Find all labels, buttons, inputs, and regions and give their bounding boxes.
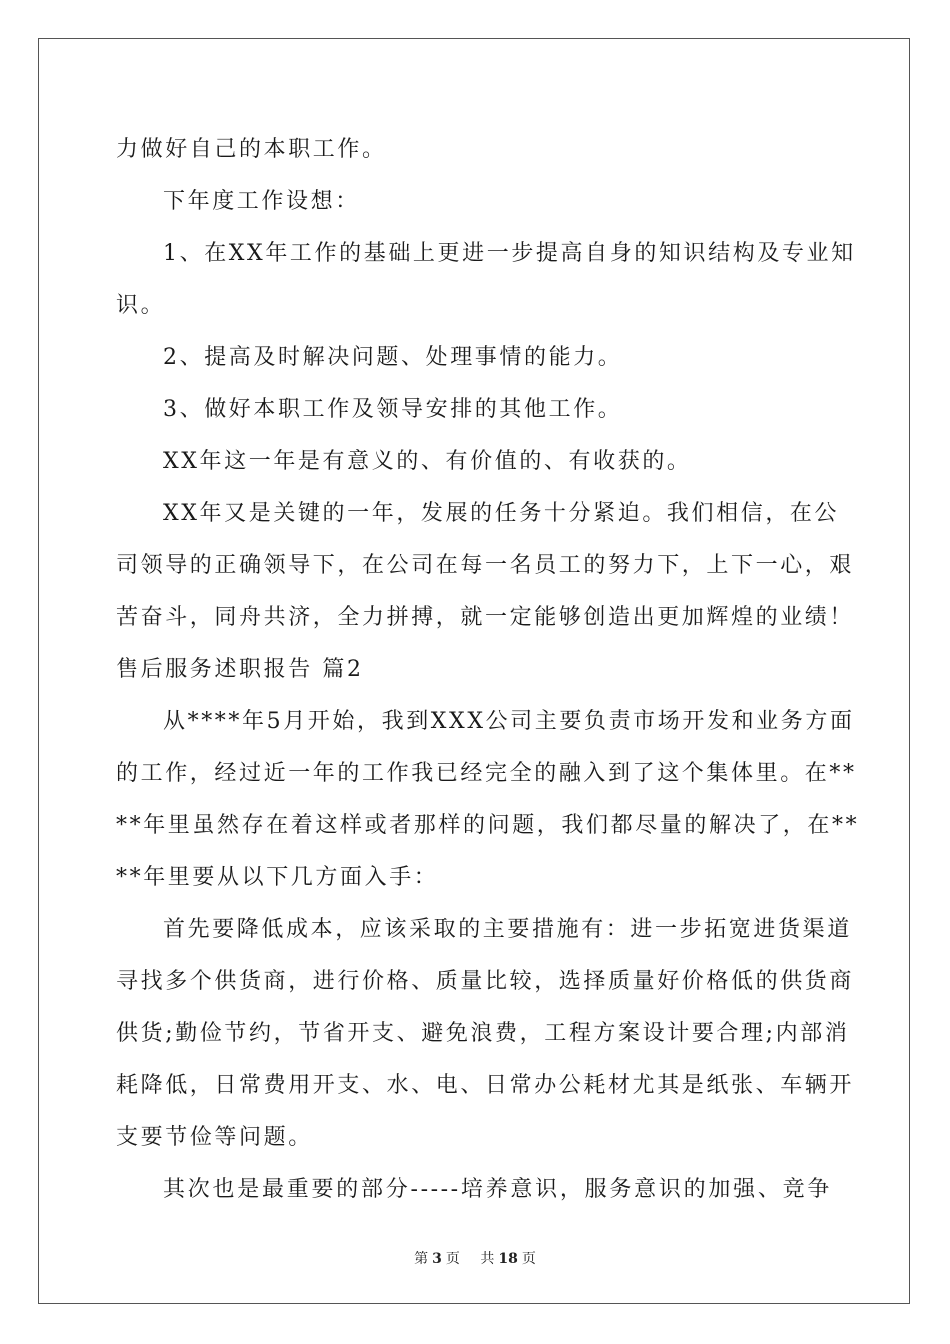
text-line: 识。 bbox=[116, 293, 166, 318]
text-line: 支要节俭等问题。 bbox=[116, 1125, 313, 1150]
total-suffix: 页 bbox=[521, 1251, 536, 1267]
page-prefix: 第 bbox=[414, 1251, 429, 1267]
text-line: 寻找多个供货商，进行价格、质量比较，选择质量好价格低的供货商 bbox=[116, 969, 855, 994]
text-line: **年里要从以下几方面入手： bbox=[116, 865, 439, 890]
text-line: 1、在XX年工作的基础上更进一步提高自身的知识结构及专业知 bbox=[163, 241, 856, 266]
text-line: 供货;勤俭节约，节省开支、避免浪费，工程方案设计要合理;内部消 bbox=[116, 1021, 850, 1046]
text-line: **年里虽然存在着这样或者那样的问题，我们都尽量的解决了，在** bbox=[116, 813, 860, 838]
text-line: 其次也是最重要的部分-----培养意识，服务意识的加强、竞争 bbox=[163, 1177, 832, 1202]
text-line: 耗降低，日常费用开支、水、电、日常办公耗材尤其是纸张、车辆开 bbox=[116, 1073, 855, 1098]
text-line: 下年度工作设想： bbox=[163, 189, 360, 214]
text-line: XX年这一年是有意义的、有价值的、有收获的。 bbox=[163, 449, 692, 474]
text-line: 2、提高及时解决问题、处理事情的能力。 bbox=[163, 345, 623, 370]
total-prefix: 共 bbox=[480, 1251, 495, 1267]
total-indicator bbox=[476, 1251, 539, 1267]
document-body bbox=[116, 124, 860, 1216]
text-line: XX年又是关键的一年，发展的任务十分紧迫。我们相信，在公 bbox=[163, 501, 840, 526]
text-line: 的工作，经过近一年的工作我已经完全的融入到了这个集体里。在** bbox=[116, 761, 857, 786]
page-indicator bbox=[410, 1251, 464, 1267]
text-line: 力做好自己的本职工作。 bbox=[116, 137, 387, 162]
text-line: 首先要降低成本，应该采取的主要措施有：进一步拓宽进货渠道 bbox=[163, 917, 852, 942]
text-line: 从****年5月开始，我到XXX公司主要负责市场开发和业务方面 bbox=[163, 709, 855, 734]
page-footer bbox=[0, 1248, 950, 1268]
text-line: 3、做好本职工作及领导安排的其他工作。 bbox=[163, 397, 623, 422]
page-number: 3 bbox=[432, 1251, 442, 1267]
page-suffix: 页 bbox=[445, 1251, 460, 1267]
text-line: 司领导的正确领导下，在公司在每一名员工的努力下，上下一心，艰 bbox=[116, 553, 855, 578]
total-pages: 18 bbox=[498, 1251, 518, 1267]
text-line: 苦奋斗，同舟共济，全力拼搏，就一定能够创造出更加辉煌的业绩！ bbox=[116, 605, 855, 630]
section-heading: 售后服务述职报告 篇2 bbox=[116, 657, 364, 682]
